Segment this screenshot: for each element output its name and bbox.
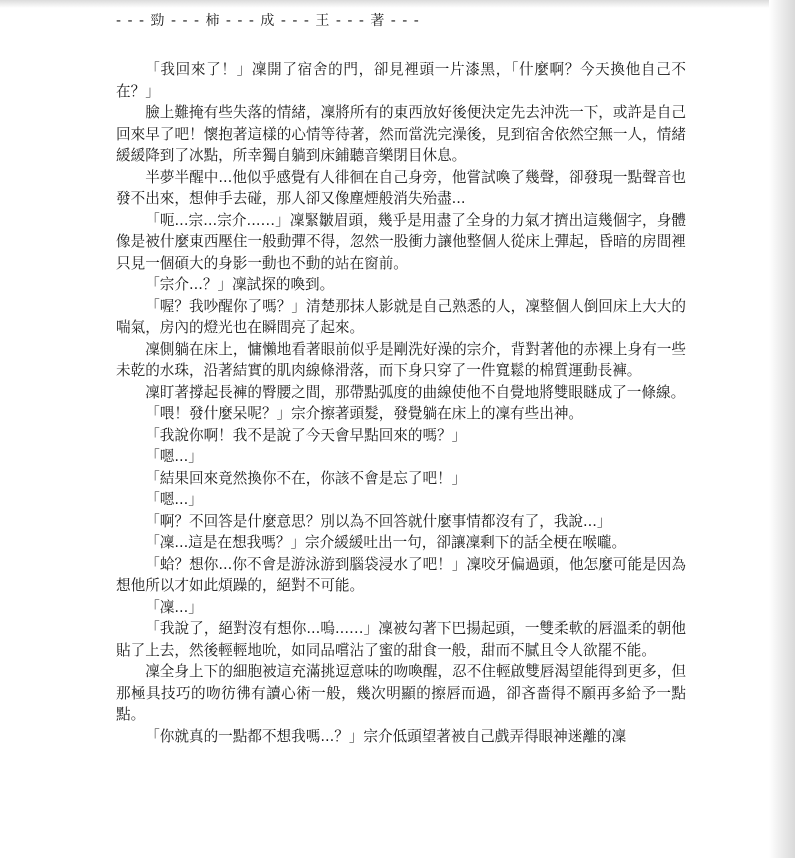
paragraph: 凜全身上下的細胞被這充滿挑逗意味的吻喚醒，忍不住輕啟雙唇渴望能得到更多，但那極具技巧的吻彷彿有讀心術一般，幾次明顯的擦唇而過，卻吝嗇得不願再多給予一點點。 — [116, 663, 686, 723]
author-byline: - - - 勁 - - - 柿 - - - 成 - - - 王 - - - 著 - - - — [116, 13, 420, 29]
paragraph: 「喔？我吵醒你了嗎？」清楚那抹人影就是自己熟悉的人，凜整個人倒回床上大大的喘氣，房內的燈光也在瞬間亮了起來。 — [116, 297, 686, 336]
story-body — [116, 59, 686, 747]
document-page — [116, 10, 686, 747]
page-right-edge — [769, 0, 795, 858]
paragraph: 凜側躺在床上，慵懶地看著眼前似乎是剛洗好澡的宗介，背對著他的赤裸上身有一些未乾的水珠，沿著結實的肌肉線條滑落，而下身只穿了一件寬鬆的棉質運動長褲。 — [116, 340, 686, 379]
paragraph: 「結果回來竟然換你不在，你該不會是忘了吧！」 — [145, 469, 467, 487]
paragraph: 「我說了，絕對沒有想你...嗚...…」凜被勾著下巴揚起頭，一雙柔軟的唇溫柔的朝他貼了上去，然後輕輕地吮，如同品嚐沾了蜜的甜食一般，甜而不膩且令人欲罷不能。 — [116, 620, 686, 659]
paragraph: 「嗯...」 — [145, 448, 203, 465]
paragraph: 「啊？不回答是什麼意思？別以為不回答就什麼事情都沒有了，我說...」 — [145, 512, 612, 530]
paragraph: 凜盯著撐起長褲的臀腰之間，那帶點弧度的曲線使他不自覺地將雙眼瞇成了一條線。 — [145, 383, 686, 401]
paragraph: 「嗯...」 — [145, 491, 203, 508]
paragraph: 「你就真的一點都不想我嗎...？」宗介低頭望著被自己戲弄得眼神迷離的凜 — [145, 727, 627, 745]
paragraph: 「蛤？想你...你不會是游泳游到腦袋浸水了吧！」凜咬牙偏過頭，他怎麼可能是因為想他所以才如此煩躁的，絕對不可能。 — [116, 555, 686, 594]
paragraph: 「喂！發什麼呆呢？」宗介擦著頭髮，發覺躺在床上的凜有些出神。 — [145, 405, 584, 422]
page-top-edge — [0, 0, 795, 8]
paragraph: 半夢半醒中...他似乎感覺有人徘徊在自己身旁，他嘗試喚了幾聲，卻發現一點聲音也發不出來，想伸手去碰，那人卻又像塵煙般消失殆盡... — [116, 168, 686, 207]
paragraph: 「我回來了！」凜開了宿舍的門，卻見裡頭一片漆黑，「什麼啊？今天換他自己不在？」 — [116, 61, 686, 100]
paragraph: 「宗介...？」凜試探的喚到。 — [145, 276, 335, 293]
paragraph: 「凜...」 — [145, 598, 203, 616]
paragraph: 「凜...這是在想我嗎？」宗介緩緩吐出一句，卻讓凜剩下的話全梗在喉嚨。 — [145, 534, 627, 551]
paragraph: 「我說你啊！我不是說了今天會早點回來的嗎？」 — [145, 426, 467, 444]
paragraph: 臉上難掩有些失落的情緒，凜將所有的東西放好後便決定先去沖洗一下，或許是自己回來早了吧！懷抱著這樣的心情等待著，然而當洗完澡後，見到宿舍依然空無一人，情緒緩緩降到了冰點，所幸獨自躺到床鋪聽音樂閉目休息。 — [116, 104, 686, 164]
paragraph: 「呃...宗...宗介...…」凜緊皺眉頭，幾乎是用盡了全身的力氣才擠出這幾個字，身體像是被什麼東西壓住一般動彈不得，忽然一股衝力讓他整個人從床上彈起，昏暗的房間裡只見一個碩大的身影一動也不動的站在窗前。 — [116, 211, 686, 272]
